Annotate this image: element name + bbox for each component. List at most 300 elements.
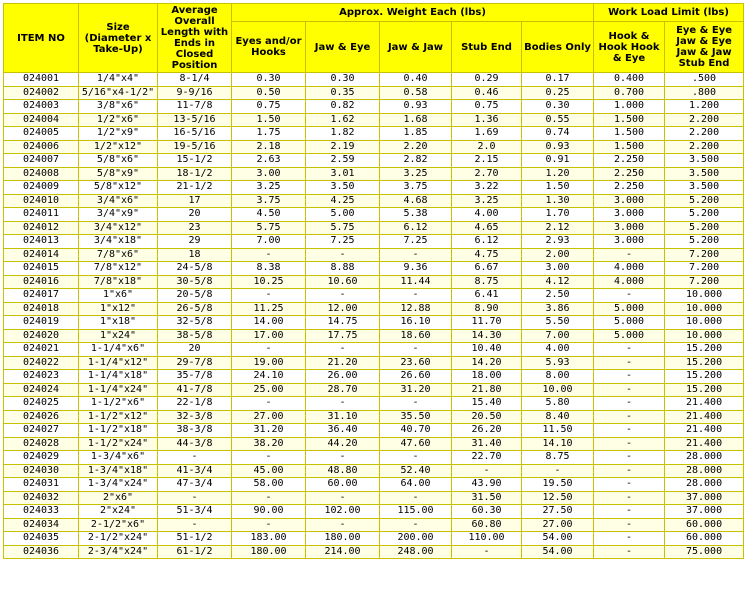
length-cell: 11-7/8 xyxy=(158,100,232,114)
jaw-jaw-cell: 9.36 xyxy=(380,262,452,276)
jaw-jaw-cell: - xyxy=(380,343,452,357)
eyes-hooks-cell: 4.50 xyxy=(232,208,306,222)
table-row xyxy=(4,302,744,316)
eye-eye-cell: 7.200 xyxy=(665,262,744,276)
hook-hook-cell: 5.000 xyxy=(594,329,665,343)
bodies-only-cell: 5.50 xyxy=(522,316,594,330)
table-row xyxy=(4,545,744,559)
jaw-eye-cell: 48.80 xyxy=(306,464,380,478)
eyes-hooks-cell: 3.00 xyxy=(232,167,306,181)
eyes-hooks-cell: 90.00 xyxy=(232,505,306,519)
hook-hook-cell: - xyxy=(594,545,665,559)
bodies-only-cell: 19.50 xyxy=(522,478,594,492)
length-cell: 32-3/8 xyxy=(158,410,232,424)
eye-eye-cell: 2.200 xyxy=(665,127,744,141)
eye-eye-cell: 3.500 xyxy=(665,181,744,195)
item-no-cell: 024025 xyxy=(4,397,79,411)
table-row xyxy=(4,532,744,546)
length-cell: 20 xyxy=(158,343,232,357)
item-no-cell: 024020 xyxy=(4,329,79,343)
table-row xyxy=(4,140,744,154)
hook-hook-cell: 4.000 xyxy=(594,275,665,289)
length-cell: 38-3/8 xyxy=(158,424,232,438)
jaw-jaw-cell: 18.60 xyxy=(380,329,452,343)
jaw-jaw-cell: 64.00 xyxy=(380,478,452,492)
eye-eye-cell: 5.200 xyxy=(665,208,744,222)
jaw-jaw-cell: 23.60 xyxy=(380,356,452,370)
stub-end-cell: 8.75 xyxy=(452,275,522,289)
eyes-hooks-cell: - xyxy=(232,248,306,262)
hook-hook-cell: 1.500 xyxy=(594,140,665,154)
bodies-only-cell: 8.75 xyxy=(522,451,594,465)
hook-hook-cell: - xyxy=(594,532,665,546)
bodies-only-cell: 54.00 xyxy=(522,545,594,559)
eye-eye-cell: 75.000 xyxy=(665,545,744,559)
jaw-jaw-cell: 6.12 xyxy=(380,221,452,235)
size-cell: 1"x6" xyxy=(79,289,158,303)
eyes-hooks-cell: 10.25 xyxy=(232,275,306,289)
stub-end-cell: 4.75 xyxy=(452,248,522,262)
table-row xyxy=(4,73,744,87)
size-cell: 1"x12" xyxy=(79,302,158,316)
eye-eye-cell: 15.200 xyxy=(665,343,744,357)
hook-hook-cell: - xyxy=(594,383,665,397)
length-cell: 29-7/8 xyxy=(158,356,232,370)
jaw-eye-cell: 4.25 xyxy=(306,194,380,208)
header-size: Size (Diameter x Take-Up) xyxy=(79,4,158,73)
size-cell: 1-1/4"x6" xyxy=(79,343,158,357)
eyes-hooks-cell: - xyxy=(232,491,306,505)
header-eyes-hooks: Eyes and/or Hooks xyxy=(232,22,306,73)
eye-eye-cell: .500 xyxy=(665,73,744,87)
jaw-jaw-cell: - xyxy=(380,491,452,505)
eyes-hooks-cell: 45.00 xyxy=(232,464,306,478)
length-cell: 22-1/8 xyxy=(158,397,232,411)
bodies-only-cell: 27.00 xyxy=(522,518,594,532)
length-cell: 18 xyxy=(158,248,232,262)
eye-eye-cell: 5.200 xyxy=(665,194,744,208)
item-no-cell: 024012 xyxy=(4,221,79,235)
hook-hook-cell: 2.250 xyxy=(594,181,665,195)
table-row xyxy=(4,437,744,451)
jaw-eye-cell: 1.62 xyxy=(306,113,380,127)
stub-end-cell: 6.41 xyxy=(452,289,522,303)
item-no-cell: 024013 xyxy=(4,235,79,249)
size-cell: 1/2"x6" xyxy=(79,113,158,127)
length-cell: 41-3/4 xyxy=(158,464,232,478)
eyes-hooks-cell: 5.75 xyxy=(232,221,306,235)
jaw-jaw-cell: 115.00 xyxy=(380,505,452,519)
size-cell: 1-1/2"x12" xyxy=(79,410,158,424)
item-no-cell: 024023 xyxy=(4,370,79,384)
item-no-cell: 024015 xyxy=(4,262,79,276)
hook-hook-cell: 0.400 xyxy=(594,73,665,87)
table-row xyxy=(4,235,744,249)
hook-hook-cell: 5.000 xyxy=(594,316,665,330)
bodies-only-cell: 54.00 xyxy=(522,532,594,546)
stub-end-cell: 26.20 xyxy=(452,424,522,438)
item-no-cell: 024009 xyxy=(4,181,79,195)
jaw-eye-cell: 60.00 xyxy=(306,478,380,492)
header-eye-eye: Eye & Eye Jaw & Eye Jaw & Jaw Stub End xyxy=(665,22,744,73)
table-row xyxy=(4,86,744,100)
jaw-eye-cell: - xyxy=(306,248,380,262)
hook-hook-cell: - xyxy=(594,289,665,303)
jaw-eye-cell: - xyxy=(306,518,380,532)
hook-hook-cell: 1.500 xyxy=(594,127,665,141)
size-cell: 3/4"x12" xyxy=(79,221,158,235)
hook-hook-cell: 3.000 xyxy=(594,208,665,222)
eyes-hooks-cell: 25.00 xyxy=(232,383,306,397)
size-cell: 1/2"x9" xyxy=(79,127,158,141)
eyes-hooks-cell: - xyxy=(232,343,306,357)
stub-end-cell: 60.30 xyxy=(452,505,522,519)
jaw-jaw-cell: - xyxy=(380,397,452,411)
stub-end-cell: 0.29 xyxy=(452,73,522,87)
jaw-eye-cell: 180.00 xyxy=(306,532,380,546)
length-cell: 26-5/8 xyxy=(158,302,232,316)
bodies-only-cell: 10.00 xyxy=(522,383,594,397)
eye-eye-cell: 10.000 xyxy=(665,302,744,316)
jaw-jaw-cell: 0.93 xyxy=(380,100,452,114)
eye-eye-cell: 5.200 xyxy=(665,235,744,249)
item-no-cell: 024026 xyxy=(4,410,79,424)
jaw-jaw-cell: - xyxy=(380,518,452,532)
size-cell: 5/8"x6" xyxy=(79,154,158,168)
bodies-only-cell: 2.00 xyxy=(522,248,594,262)
jaw-eye-cell: 44.20 xyxy=(306,437,380,451)
hook-hook-cell: - xyxy=(594,464,665,478)
hook-hook-cell: - xyxy=(594,410,665,424)
jaw-eye-cell: 8.88 xyxy=(306,262,380,276)
jaw-eye-cell: 1.82 xyxy=(306,127,380,141)
jaw-jaw-cell: 2.20 xyxy=(380,140,452,154)
hook-hook-cell: 3.000 xyxy=(594,194,665,208)
eyes-hooks-cell: 31.20 xyxy=(232,424,306,438)
eye-eye-cell: 21.400 xyxy=(665,424,744,438)
jaw-jaw-cell: 3.25 xyxy=(380,167,452,181)
hook-hook-cell: - xyxy=(594,478,665,492)
eyes-hooks-cell: 0.75 xyxy=(232,100,306,114)
item-no-cell: 024005 xyxy=(4,127,79,141)
item-no-cell: 024024 xyxy=(4,383,79,397)
header-length: Average Overall Length with Ends in Closed Position xyxy=(158,4,232,73)
size-cell: 1-3/4"x18" xyxy=(79,464,158,478)
bodies-only-cell: 3.86 xyxy=(522,302,594,316)
bodies-only-cell: 4.12 xyxy=(522,275,594,289)
jaw-eye-cell: 214.00 xyxy=(306,545,380,559)
eyes-hooks-cell: 24.10 xyxy=(232,370,306,384)
eyes-hooks-cell: 7.00 xyxy=(232,235,306,249)
size-cell: 5/16"x4-1/2" xyxy=(79,86,158,100)
eyes-hooks-cell: 38.20 xyxy=(232,437,306,451)
eye-eye-cell: 10.000 xyxy=(665,329,744,343)
bodies-only-cell: 3.00 xyxy=(522,262,594,276)
bodies-only-cell: 0.91 xyxy=(522,154,594,168)
eye-eye-cell: 15.200 xyxy=(665,356,744,370)
eyes-hooks-cell: 0.30 xyxy=(232,73,306,87)
size-cell: 1-1/2"x6" xyxy=(79,397,158,411)
eyes-hooks-cell: 2.63 xyxy=(232,154,306,168)
bodies-only-cell: 0.55 xyxy=(522,113,594,127)
stub-end-cell: 2.0 xyxy=(452,140,522,154)
table-row xyxy=(4,154,744,168)
size-cell: 7/8"x6" xyxy=(79,248,158,262)
bodies-only-cell: 1.20 xyxy=(522,167,594,181)
eyes-hooks-cell: 1.75 xyxy=(232,127,306,141)
hook-hook-cell: 1.000 xyxy=(594,100,665,114)
eye-eye-cell: 7.200 xyxy=(665,248,744,262)
length-cell: 44-3/8 xyxy=(158,437,232,451)
bodies-only-cell: 0.17 xyxy=(522,73,594,87)
table-row xyxy=(4,262,744,276)
item-no-cell: 024010 xyxy=(4,194,79,208)
hook-hook-cell: 5.000 xyxy=(594,302,665,316)
eyes-hooks-cell: 2.18 xyxy=(232,140,306,154)
item-no-cell: 024004 xyxy=(4,113,79,127)
item-no-cell: 024034 xyxy=(4,518,79,532)
jaw-eye-cell: - xyxy=(306,451,380,465)
eyes-hooks-cell: 19.00 xyxy=(232,356,306,370)
length-cell: 30-5/8 xyxy=(158,275,232,289)
jaw-jaw-cell: 1.85 xyxy=(380,127,452,141)
eye-eye-cell: 60.000 xyxy=(665,532,744,546)
table-row xyxy=(4,181,744,195)
size-cell: 1-1/4"x24" xyxy=(79,383,158,397)
length-cell: 24-5/8 xyxy=(158,262,232,276)
eyes-hooks-cell: 3.25 xyxy=(232,181,306,195)
jaw-jaw-cell: 0.40 xyxy=(380,73,452,87)
jaw-eye-cell: - xyxy=(306,491,380,505)
length-cell: 29 xyxy=(158,235,232,249)
spec-table-container xyxy=(0,3,746,559)
stub-end-cell: 10.40 xyxy=(452,343,522,357)
length-cell: 21-1/2 xyxy=(158,181,232,195)
eye-eye-cell: .800 xyxy=(665,86,744,100)
length-cell: 23 xyxy=(158,221,232,235)
hook-hook-cell: - xyxy=(594,491,665,505)
jaw-jaw-cell: 47.60 xyxy=(380,437,452,451)
hook-hook-cell: - xyxy=(594,397,665,411)
item-no-cell: 024011 xyxy=(4,208,79,222)
jaw-jaw-cell: 2.82 xyxy=(380,154,452,168)
stub-end-cell: 2.15 xyxy=(452,154,522,168)
hook-hook-cell: 0.700 xyxy=(594,86,665,100)
eyes-hooks-cell: - xyxy=(232,289,306,303)
stub-end-cell: 8.90 xyxy=(452,302,522,316)
jaw-eye-cell: 0.30 xyxy=(306,73,380,87)
eyes-hooks-cell: 1.50 xyxy=(232,113,306,127)
jaw-eye-cell: - xyxy=(306,289,380,303)
item-no-cell: 024001 xyxy=(4,73,79,87)
header-jaw-eye: Jaw & Eye xyxy=(306,22,380,73)
jaw-jaw-cell: 3.75 xyxy=(380,181,452,195)
jaw-eye-cell: 102.00 xyxy=(306,505,380,519)
item-no-cell: 024002 xyxy=(4,86,79,100)
eye-eye-cell: 7.200 xyxy=(665,275,744,289)
item-no-cell: 024029 xyxy=(4,451,79,465)
bodies-only-cell: 2.12 xyxy=(522,221,594,235)
jaw-eye-cell: 12.00 xyxy=(306,302,380,316)
bodies-only-cell: 11.50 xyxy=(522,424,594,438)
eye-eye-cell: 2.200 xyxy=(665,140,744,154)
table-row xyxy=(4,410,744,424)
jaw-eye-cell: 31.10 xyxy=(306,410,380,424)
jaw-eye-cell: - xyxy=(306,343,380,357)
size-cell: 3/4"x18" xyxy=(79,235,158,249)
item-no-cell: 024018 xyxy=(4,302,79,316)
stub-end-cell: 110.00 xyxy=(452,532,522,546)
jaw-eye-cell: 0.82 xyxy=(306,100,380,114)
jaw-eye-cell: 7.25 xyxy=(306,235,380,249)
length-cell: 20-5/8 xyxy=(158,289,232,303)
hook-hook-cell: - xyxy=(594,248,665,262)
bodies-only-cell: 0.93 xyxy=(522,140,594,154)
jaw-jaw-cell: - xyxy=(380,248,452,262)
jaw-eye-cell: 14.75 xyxy=(306,316,380,330)
item-no-cell: 024031 xyxy=(4,478,79,492)
item-no-cell: 024032 xyxy=(4,491,79,505)
eyes-hooks-cell: 14.00 xyxy=(232,316,306,330)
table-row xyxy=(4,505,744,519)
header-wll-group: Work Load Limit (lbs) xyxy=(594,4,744,22)
eye-eye-cell: 28.000 xyxy=(665,478,744,492)
size-cell: 1/4"x4" xyxy=(79,73,158,87)
size-cell: 1"x24" xyxy=(79,329,158,343)
size-cell: 2"x24" xyxy=(79,505,158,519)
item-no-cell: 024016 xyxy=(4,275,79,289)
header-item-no: ITEM NO xyxy=(4,4,79,73)
eyes-hooks-cell: 11.25 xyxy=(232,302,306,316)
item-no-cell: 024030 xyxy=(4,464,79,478)
stub-end-cell: 2.70 xyxy=(452,167,522,181)
stub-end-cell: 6.67 xyxy=(452,262,522,276)
stub-end-cell: 22.70 xyxy=(452,451,522,465)
stub-end-cell: 4.00 xyxy=(452,208,522,222)
jaw-eye-cell: 5.00 xyxy=(306,208,380,222)
stub-end-cell: 3.25 xyxy=(452,194,522,208)
jaw-jaw-cell: 11.44 xyxy=(380,275,452,289)
bodies-only-cell: 0.25 xyxy=(522,86,594,100)
bodies-only-cell: 1.50 xyxy=(522,181,594,195)
jaw-eye-cell: 26.00 xyxy=(306,370,380,384)
hook-hook-cell: - xyxy=(594,356,665,370)
stub-end-cell: 1.36 xyxy=(452,113,522,127)
length-cell: 51-1/2 xyxy=(158,532,232,546)
eyes-hooks-cell: - xyxy=(232,451,306,465)
table-row xyxy=(4,397,744,411)
hook-hook-cell: - xyxy=(594,424,665,438)
jaw-jaw-cell: 4.68 xyxy=(380,194,452,208)
table-row xyxy=(4,343,744,357)
table-row xyxy=(4,208,744,222)
header-stub-end: Stub End xyxy=(452,22,522,73)
stub-end-cell: - xyxy=(452,545,522,559)
length-cell: - xyxy=(158,491,232,505)
size-cell: 1-1/2"x24" xyxy=(79,437,158,451)
eyes-hooks-cell: 180.00 xyxy=(232,545,306,559)
bodies-only-cell: 0.30 xyxy=(522,100,594,114)
size-cell: 1-3/4"x6" xyxy=(79,451,158,465)
item-no-cell: 024033 xyxy=(4,505,79,519)
length-cell: 51-3/4 xyxy=(158,505,232,519)
bodies-only-cell: - xyxy=(522,464,594,478)
eyes-hooks-cell: 3.75 xyxy=(232,194,306,208)
length-cell: 13-5/16 xyxy=(158,113,232,127)
jaw-eye-cell: 3.50 xyxy=(306,181,380,195)
eye-eye-cell: 60.000 xyxy=(665,518,744,532)
bodies-only-cell: 1.30 xyxy=(522,194,594,208)
table-row xyxy=(4,370,744,384)
eyes-hooks-cell: - xyxy=(232,518,306,532)
length-cell: 61-1/2 xyxy=(158,545,232,559)
length-cell: 32-5/8 xyxy=(158,316,232,330)
size-cell: 3/4"x9" xyxy=(79,208,158,222)
length-cell: 47-3/4 xyxy=(158,478,232,492)
jaw-jaw-cell: 5.38 xyxy=(380,208,452,222)
stub-end-cell: 14.20 xyxy=(452,356,522,370)
jaw-jaw-cell: 7.25 xyxy=(380,235,452,249)
size-cell: 5/8"x12" xyxy=(79,181,158,195)
jaw-jaw-cell: 16.10 xyxy=(380,316,452,330)
eyes-hooks-cell: - xyxy=(232,397,306,411)
hook-hook-cell: 2.250 xyxy=(594,154,665,168)
eye-eye-cell: 3.500 xyxy=(665,154,744,168)
size-cell: 2-3/4"x24" xyxy=(79,545,158,559)
item-no-cell: 024035 xyxy=(4,532,79,546)
table-row xyxy=(4,424,744,438)
jaw-jaw-cell: 248.00 xyxy=(380,545,452,559)
size-cell: 2-1/2"x6" xyxy=(79,518,158,532)
stub-end-cell: 3.22 xyxy=(452,181,522,195)
turnbuckle-spec-table xyxy=(3,3,744,559)
item-no-cell: 024028 xyxy=(4,437,79,451)
item-no-cell: 024007 xyxy=(4,154,79,168)
eye-eye-cell: 28.000 xyxy=(665,464,744,478)
bodies-only-cell: 27.50 xyxy=(522,505,594,519)
jaw-jaw-cell: 0.58 xyxy=(380,86,452,100)
bodies-only-cell: 0.74 xyxy=(522,127,594,141)
eye-eye-cell: 15.200 xyxy=(665,370,744,384)
bodies-only-cell: 2.93 xyxy=(522,235,594,249)
jaw-eye-cell: 3.01 xyxy=(306,167,380,181)
hook-hook-cell: 3.000 xyxy=(594,235,665,249)
table-row xyxy=(4,316,744,330)
hook-hook-cell: - xyxy=(594,518,665,532)
jaw-jaw-cell: 1.68 xyxy=(380,113,452,127)
eye-eye-cell: 21.400 xyxy=(665,410,744,424)
item-no-cell: 024021 xyxy=(4,343,79,357)
jaw-eye-cell: 2.19 xyxy=(306,140,380,154)
hook-hook-cell: 4.000 xyxy=(594,262,665,276)
bodies-only-cell: 4.00 xyxy=(522,343,594,357)
eyes-hooks-cell: 58.00 xyxy=(232,478,306,492)
table-row xyxy=(4,478,744,492)
jaw-eye-cell: 0.35 xyxy=(306,86,380,100)
size-cell: 2-1/2"x24" xyxy=(79,532,158,546)
length-cell: 35-7/8 xyxy=(158,370,232,384)
size-cell: 1"x18" xyxy=(79,316,158,330)
table-row xyxy=(4,194,744,208)
eye-eye-cell: 1.200 xyxy=(665,100,744,114)
header-bodies-only: Bodies Only xyxy=(522,22,594,73)
eyes-hooks-cell: 183.00 xyxy=(232,532,306,546)
bodies-only-cell: 5.93 xyxy=(522,356,594,370)
table-row xyxy=(4,289,744,303)
table-row xyxy=(4,491,744,505)
length-cell: 9-9/16 xyxy=(158,86,232,100)
eye-eye-cell: 37.000 xyxy=(665,505,744,519)
